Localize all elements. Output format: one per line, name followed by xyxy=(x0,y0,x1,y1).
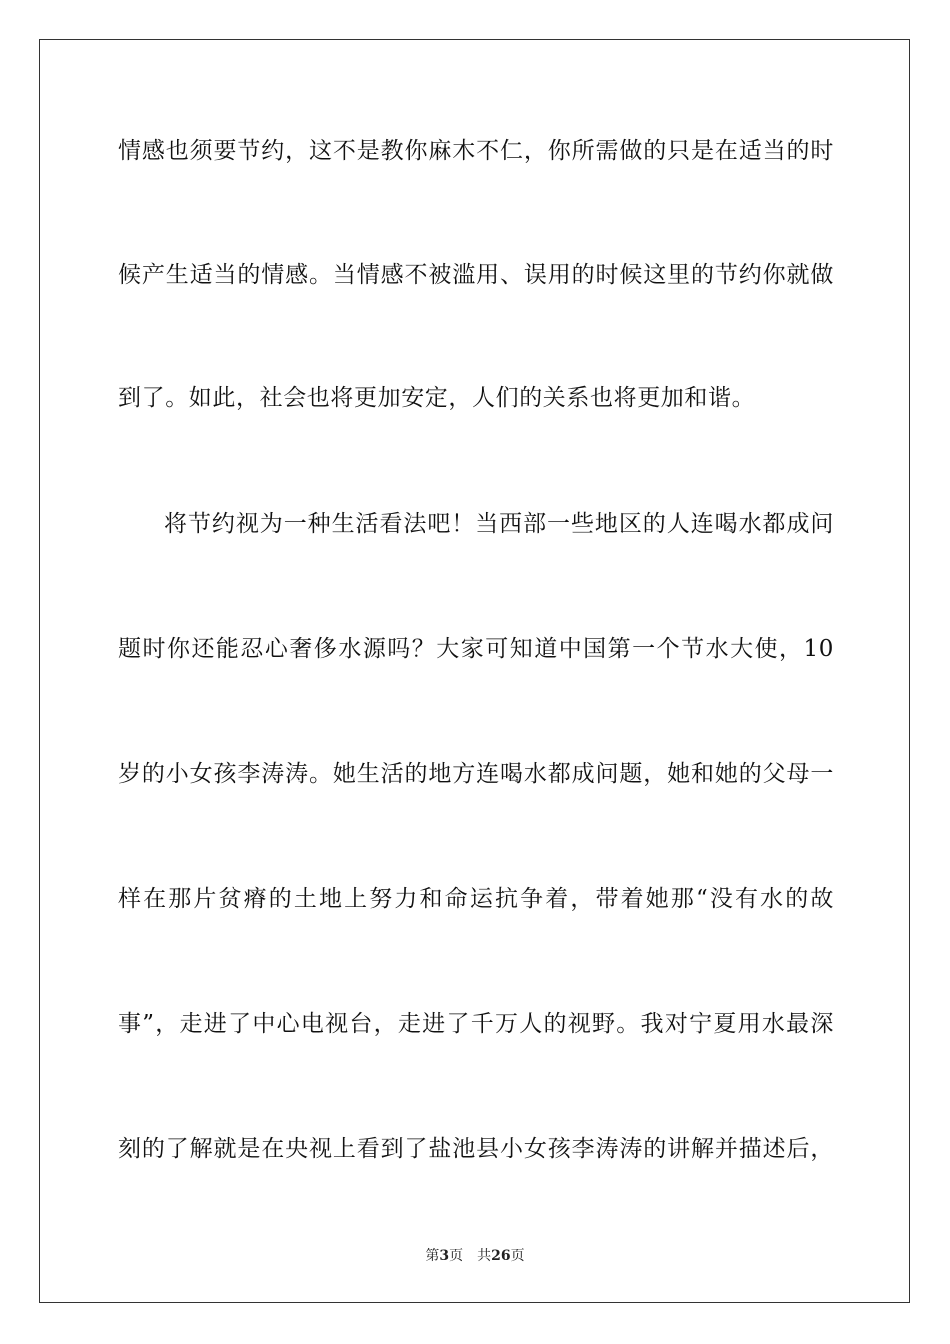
page-number: 3 xyxy=(439,1248,450,1264)
text-line-6: 岁的小女孩李涛涛。她生活的地方连喝水都成问题，她和她的父母一 xyxy=(118,761,834,787)
text-line-9: 刻的了解就是在央视上看到了盐池县小女孩李涛涛的讲解并描述后， xyxy=(118,1136,834,1162)
text-line-5: 题时你还能忍心奢侈水源吗？大家可知道中国第一个节水大使，10 xyxy=(118,636,834,662)
page-footer xyxy=(0,1247,950,1265)
total-prefix: 共 xyxy=(477,1248,492,1264)
page-border xyxy=(39,39,910,1303)
text-line-8: 事”，走进了中心电视台，走进了千万人的视野。我对宁夏用水最深 xyxy=(118,1011,834,1037)
text-line-2: 候产生适当的情感。当情感不被滥用、误用的时候这里的节约你就做 xyxy=(118,262,834,288)
total-suffix: 页 xyxy=(510,1248,525,1264)
text-line-3: 到了。如此，社会也将更加安定，人们的关系也将更加和谐。 xyxy=(118,385,756,411)
text-line-7: 样在那片贫瘠的土地上努力和命运抗争着，带着她那“没有水的故 xyxy=(118,886,834,912)
text-line-4-paragraph-start: 将节约视为一种生活看法吧！当西部一些地区的人连喝水都成问 xyxy=(164,511,834,537)
text-line-1: 情感也须要节约，这不是教你麻木不仁，你所需做的只是在适当的时 xyxy=(118,138,834,164)
page-prefix: 第 xyxy=(425,1248,440,1264)
page-suffix: 页 xyxy=(449,1248,464,1264)
total-pages: 26 xyxy=(491,1248,511,1264)
